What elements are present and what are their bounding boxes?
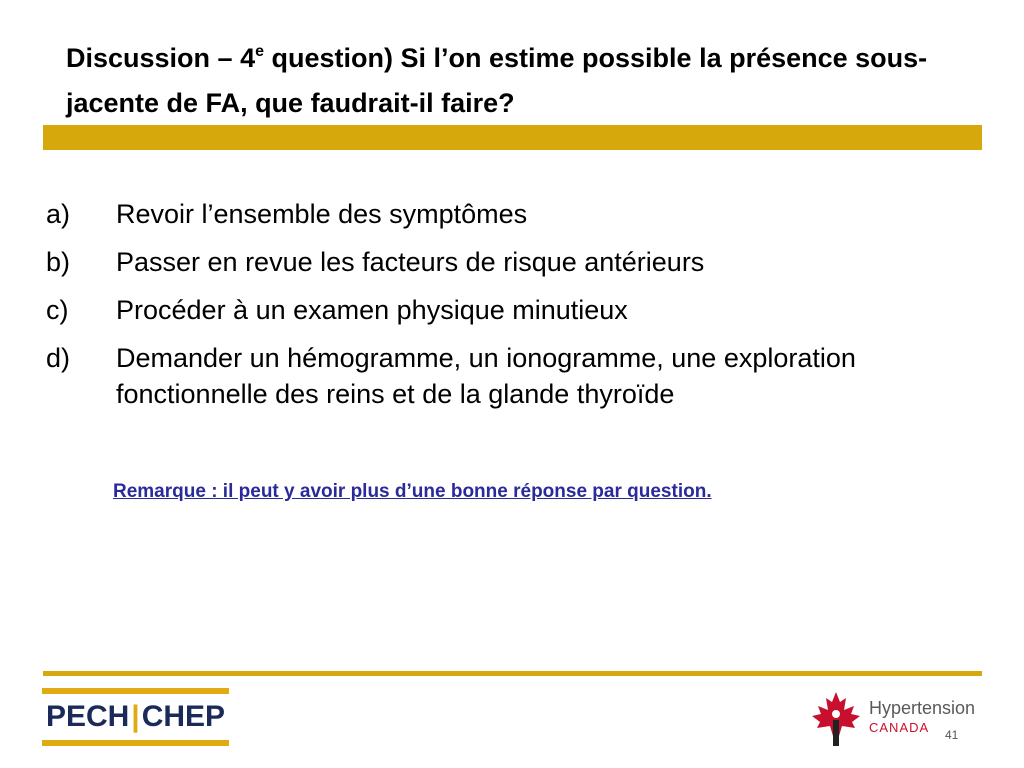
remark-note: Remarque : il peut y avoir plus d’une bonne réponse par question.: [113, 481, 712, 502]
logo-pech: PECH: [45, 700, 130, 733]
answer-item-c: [46, 292, 946, 328]
title-prefix: Discussion – 4: [66, 43, 256, 73]
logo-top-bar: [42, 688, 229, 694]
logo-text: [42, 698, 229, 736]
title-superscript: e: [255, 43, 264, 60]
answer-item-d: [46, 340, 896, 412]
title-rest: question) Si l’on estime possible la présence sous-jacente de FA, que faudrait-il faire?: [66, 43, 928, 118]
answer-text: Revoir l’ensemble des symptômes: [116, 199, 528, 229]
answer-marker: d): [46, 343, 71, 373]
page-number: 41: [945, 728, 959, 742]
answer-marker: b): [46, 247, 71, 277]
canada-word: CANADA: [869, 720, 930, 735]
answer-item-b: [46, 244, 946, 280]
title-underline-bar: [43, 125, 982, 150]
logo-chep: CHEP: [141, 700, 226, 733]
maple-leaf-person-icon: [806, 688, 866, 750]
answer-text: Demander un hémogramme, un ionogramme, une exploration fonctionnelle des reins et de la glande thyroïde: [116, 343, 856, 409]
footer-divider: [43, 671, 982, 676]
answer-list: [46, 196, 946, 424]
logo-separator: |: [131, 700, 140, 733]
answer-text: Passer en revue les facteurs de risque antérieurs: [116, 247, 705, 277]
answer-text: Procéder à un examen physique minutieux: [116, 295, 628, 325]
pech-chep-logo: [42, 688, 229, 748]
logo-bottom-bar: [42, 740, 229, 746]
hypertension-word: Hypertension: [869, 698, 976, 718]
slide-title: [66, 38, 966, 123]
answer-marker: a): [46, 199, 71, 229]
answer-marker: c): [46, 295, 69, 325]
hypertension-canada-logo: [806, 688, 986, 750]
answer-item-a: [46, 196, 946, 232]
